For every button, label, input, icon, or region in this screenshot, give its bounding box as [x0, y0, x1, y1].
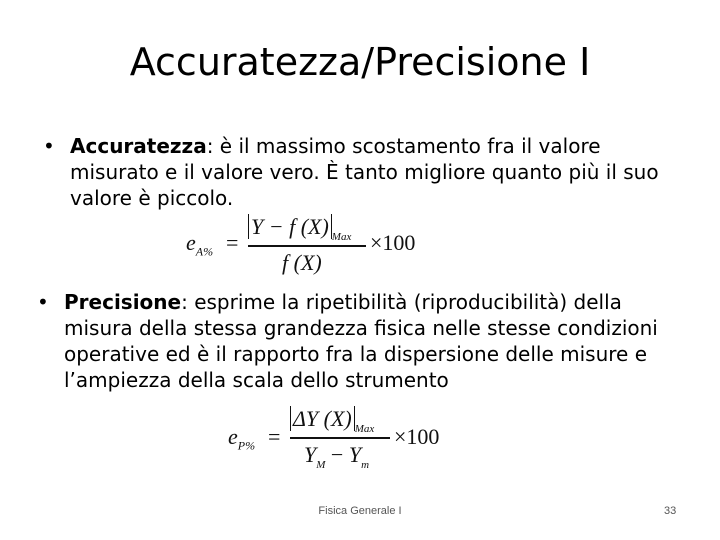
bullet-precision [37, 289, 689, 393]
bullet-dot: • [43, 134, 55, 158]
formula-denominator: $Y_M - Y_m$ [304, 442, 370, 471]
formula-denominator: f (X) [282, 250, 322, 275]
footer-course-name: Fisica Generale I [318, 505, 402, 517]
fraction-bar [290, 437, 390, 439]
formula-accuracy [186, 212, 426, 276]
formula-lhs: $e_{A\%}$ [186, 230, 214, 259]
formula-multiplier: ×100 [394, 424, 440, 449]
formula-numerator: Y − f (X) $_{Max}$ [248, 214, 351, 243]
formula-multiplier: ×100 [370, 230, 416, 255]
formula-numerator: ΔY (X) $_{Max}$ [290, 406, 374, 435]
formula-equals: = [268, 424, 281, 449]
bullet-text: : è il massimo scostamento fra il valore misurato e il valore vero. È tanto migliore quanto più il suo valore è piccolo. [70, 134, 659, 210]
formula-equals: = [226, 230, 239, 255]
bullet-term: Precisione [64, 290, 182, 314]
slide-title: Accuratezza/Precisione I [129, 40, 591, 84]
bullet-term: Accuratezza [70, 134, 207, 158]
bullet-accuracy [43, 133, 680, 211]
formula-precision [228, 404, 458, 470]
bullet-text: : esprime la ripetibilità (riproducibilità) della misura della stessa grandezza fisica nelle stesse condizioni operative ed è il rapporto fra la dispersione delle misure e l’ampiezza della scala dello strumento [64, 290, 658, 392]
fraction-bar [248, 245, 366, 247]
formula-lhs: $e_{P\%}$ [228, 424, 256, 453]
footer-page-number: 33 [664, 505, 677, 517]
bullet-dot: • [37, 290, 49, 314]
